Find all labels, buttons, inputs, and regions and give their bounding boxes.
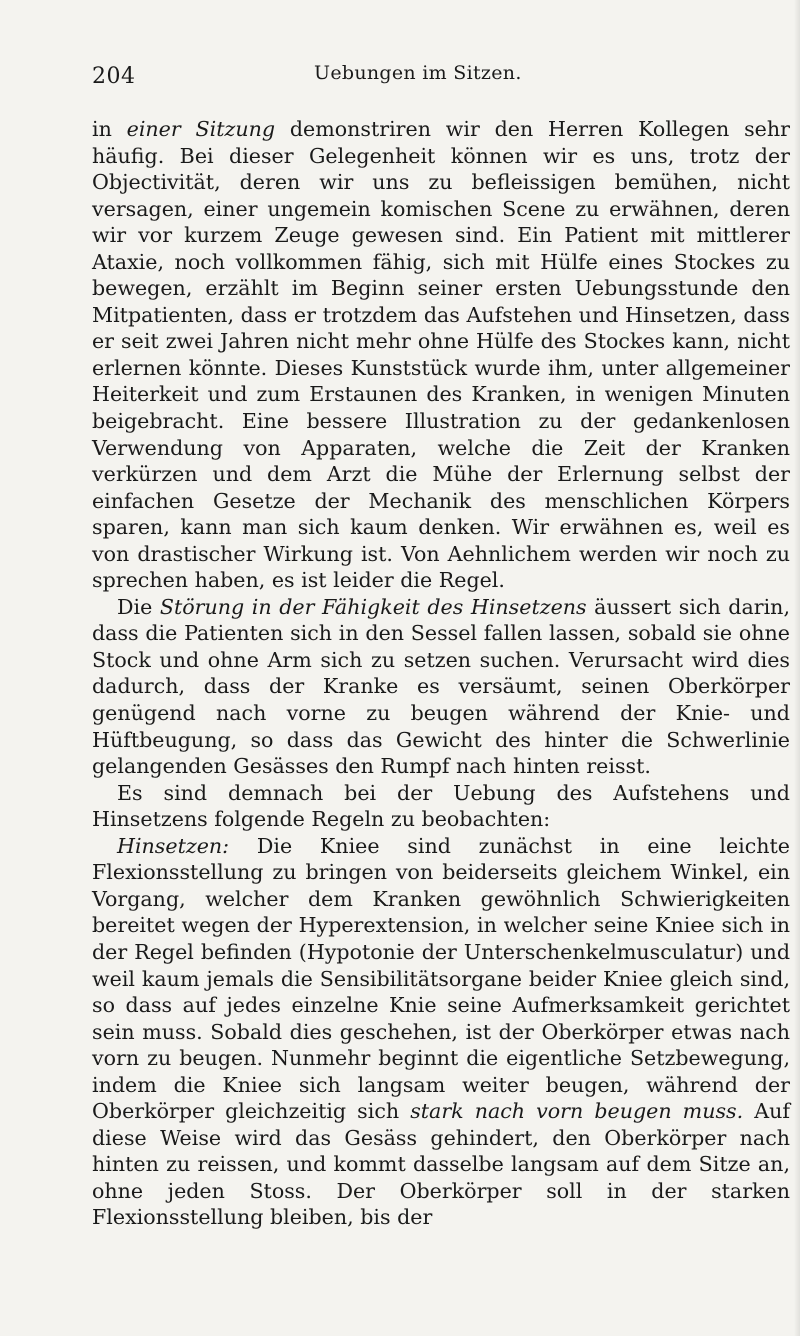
text-run: in bbox=[92, 117, 127, 141]
paragraph-3 bbox=[92, 780, 790, 833]
page-edge-shadow bbox=[794, 0, 800, 1336]
italic-phrase: Störung in der Fähigkeit des Hinsetzens bbox=[159, 594, 587, 619]
italic-phrase: stark nach vorn beugen muss. bbox=[410, 1099, 744, 1124]
text-run: Auf diese Weise wird das Gesäss gehindert, den Oberkörper nach hinten zu reissen, und kommt dasselbe langsam auf dem Sitze an, ohne jeden Stoss. Der Oberkörper soll in der starken Flexionsstellung bleiben, bis der bbox=[92, 1099, 790, 1230]
page-header bbox=[92, 62, 722, 102]
text-run: Die Kniee sind zunächst in eine leichte Flexionsstellung zu bringen von beiderseits gleichem Winkel, ein Vorgang, welcher dem Kranken gewöhnlich Schwierigkeiten bereitet wegen der Hyperextension, in welcher seine Kniee sich in der Regel befinden (Hypotonie der Unterschenkelmusculatur) und weil kaum jemals die Sensibilitätsorgane beider Kniee gleich sind, so dass auf jedes einzelne Knie seine Aufmerksamkeit gerichtet sein muss. Sobald dies geschehen, ist der Oberkörper etwas nach vorn zu beugen. Nunmehr beginnt die eigentliche Setzbewegung, indem die Kniee sich langsam weiter beugen, während der Oberkörper gleichzeitig sich bbox=[92, 833, 790, 1124]
italic-phrase: einer Sitzung bbox=[126, 117, 276, 141]
running-title: Uebungen im Sitzen. bbox=[314, 62, 522, 84]
text-run: Die bbox=[117, 594, 160, 619]
paragraph-4 bbox=[92, 833, 790, 1231]
text-run: Es sind demnach bei der Uebung des Aufstehens und Hinsetzens folgende Regeln zu beobachten: bbox=[92, 780, 790, 832]
italic-phrase: Hinsetzen: bbox=[117, 833, 230, 858]
paragraph-2 bbox=[92, 594, 790, 780]
body-text bbox=[92, 116, 790, 1231]
text-run: äussert sich darin, dass die Patienten sich in den Sessel fallen lassen, sobald sie ohne Stock und ohne Arm sich zu setzen suchen. Verursacht wird dies dadurch, dass der Kranke es versäumt, seinen Oberkörper genügend nach vorne zu beugen während der Knie- und Hüftbeugung, so dass das Gewicht des hinter die Schwerlinie gelangenden Gesässes den Rumpf nach hinten reisst. bbox=[92, 594, 790, 779]
text-run: demonstriren wir den Herren Kollegen sehr häufig. Bei dieser Gelegenheit können wir es uns, trotz der Objectivität, deren wir uns zu befleissigen bemühen, nicht versagen, einer ungemein komischen Scene zu erwähnen, deren wir vor kurzem Zeuge gewesen sind. Ein Patient mit mittlerer Ataxie, noch vollkommen fähig, sich mit Hülfe eines Stockes zu bewegen, erzählt im Beginn seiner ersten Uebungsstunde den Mitpatienten, dass er trotzdem das Aufstehen und Hinsetzen, dass er seit zwei Jahren nicht mehr ohne Hülfe des Stockes kann, nicht erlernen könnte. Dieses Kunststück wurde ihm, unter allgemeiner Heiterkeit und zum Erstaunen des Kranken, in wenigen Minuten beigebracht. Eine bessere Illustration zu der gedankenlosen Verwendung von Apparaten, welche die Zeit der Kranken verkürzen und dem Arzt die Mühe der Erlernung selbst der einfachen Gesetze der Mechanik des menschlichen Körpers sparen, kann man sich kaum denken. Wir erwähnen es, weil es von drastischer Wirkung ist. Von Aehnlichem werden wir noch zu sprechen haben, es ist leider die Regel. bbox=[92, 117, 790, 593]
page-number: 204 bbox=[92, 64, 136, 89]
paragraph-1 bbox=[92, 116, 790, 594]
